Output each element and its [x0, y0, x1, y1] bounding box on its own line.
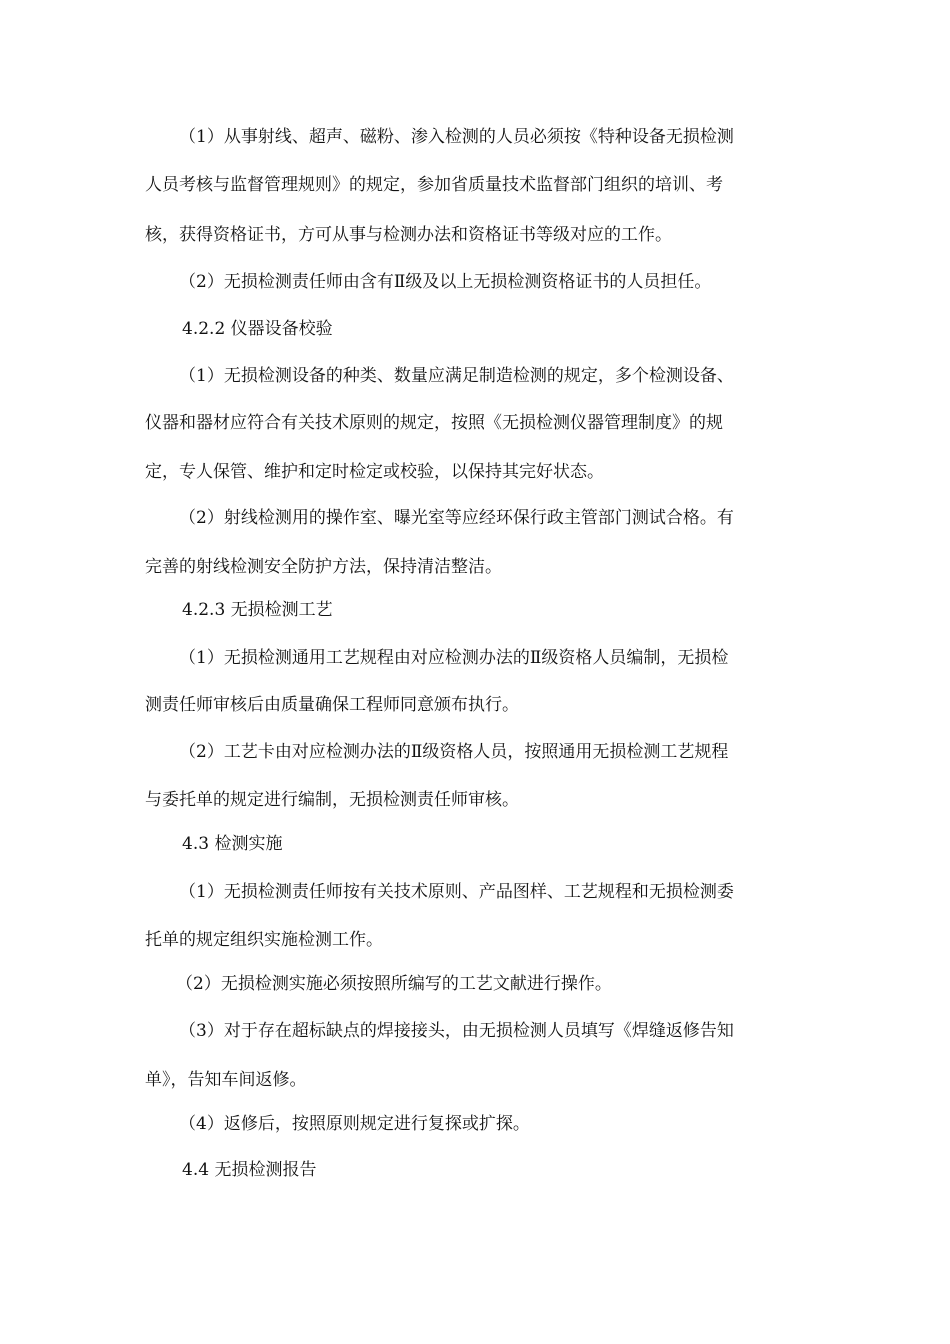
paragraph-line: （2）工艺卡由对应检测办法的Ⅱ级资格人员，按照通用无损检测工艺规程 — [179, 742, 729, 762]
paragraph-line: 人员考核与监督管理规则》的规定，参加省质量技术监督部门组织的培训、考 — [145, 175, 723, 195]
paragraph-line: 托单的规定组织实施检测工作。 — [145, 930, 383, 950]
paragraph-line: 与委托单的规定进行编制，无损检测责任师审核。 — [145, 790, 519, 810]
section-heading: 4.4 无损检测报告 — [182, 1160, 317, 1180]
section-heading: 4.3 检测实施 — [182, 834, 283, 854]
section-heading: 4.2.3 无损检测工艺 — [182, 600, 333, 620]
paragraph-line: （1）无损检测通用工艺规程由对应检测办法的Ⅱ级资格人员编制，无损检 — [179, 648, 729, 668]
paragraph-line: （1）无损检测责任师按有关技术原则、产品图样、工艺规程和无损检测委 — [179, 882, 734, 902]
paragraph-line: 单》，告知车间返修。 — [145, 1070, 307, 1090]
paragraph-line: 定，专人保管、维护和定时检定或校验，以保持其完好状态。 — [145, 462, 604, 482]
paragraph-line: （1）无损检测设备的种类、数量应满足制造检测的规定，多个检测设备、 — [179, 366, 734, 386]
paragraph-line: 完善的射线检测安全防护方法，保持清洁整洁。 — [145, 557, 502, 577]
paragraph-line: （2）射线检测用的操作室、曝光室等应经环保行政主管部门测试合格。有 — [179, 508, 734, 528]
paragraph-line: 核，获得资格证书，方可从事与检测办法和资格证书等级对应的工作。 — [145, 225, 672, 245]
paragraph-line: （2）无损检测实施必须按照所编写的工艺文献进行操作。 — [176, 974, 612, 994]
paragraph-line: （2）无损检测责任师由含有Ⅱ级及以上无损检测资格证书的人员担任。 — [179, 272, 712, 292]
paragraph-line: （3）对于存在超标缺点的焊接接头，由无损检测人员填写《焊缝返修告知 — [179, 1021, 734, 1041]
paragraph-line: 测责任师审核后由质量确保工程师同意颁布执行。 — [145, 695, 519, 715]
paragraph-line: （4）返修后，按照原则规定进行复探或扩探。 — [179, 1114, 530, 1134]
section-heading: 4.2.2 仪器设备校验 — [182, 319, 333, 339]
paragraph-line: （1）从事射线、超声、磁粉、渗入检测的人员必须按《特种设备无损检测 — [179, 127, 734, 147]
paragraph-line: 仪器和器材应符合有关技术原则的规定，按照《无损检测仪器管理制度》的规 — [145, 413, 723, 433]
